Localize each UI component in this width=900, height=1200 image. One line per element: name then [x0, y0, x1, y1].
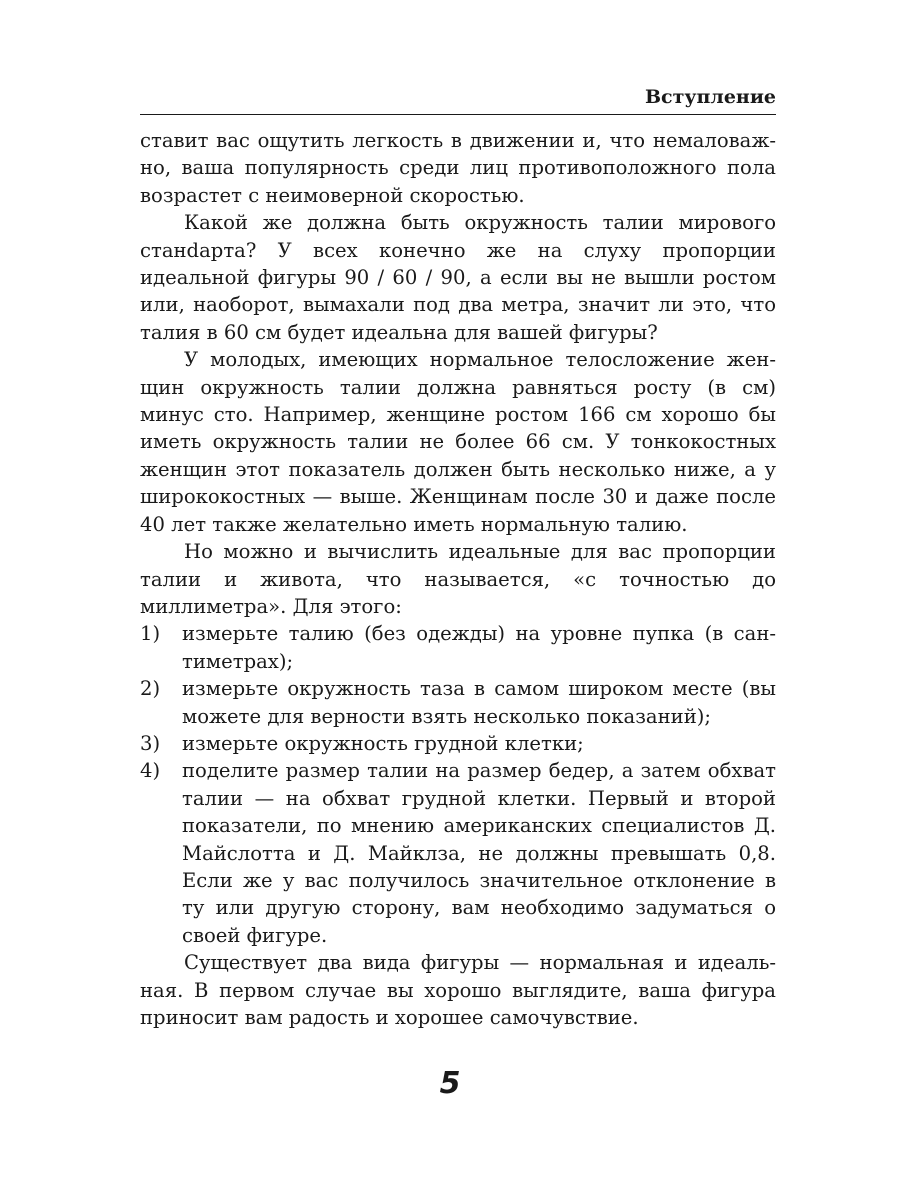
list-item-text: измерьте окружность таза в самом широком месте (вы можете для верности взять несколько показаний); — [182, 677, 776, 728]
paragraph: Но можно и вычислить идеальные для вас пропорции талии и живота, что называется, «с точностью до миллиметра». Для этого: — [140, 540, 776, 618]
list-item-text: поделите размер талии на размер бедер, а затем обхват талии — на обхват грудной клетки. Первый и второй показатели, по мнению американских специалистов Д. Майслотта и Д. Майклза, не должны превышать 0,8. Если же у вас получилось значительное отклонение в ту или другую сторону, вам необходимо задуматься о своей фигуре. — [182, 759, 776, 947]
running-head: Вступление — [644, 86, 776, 108]
list-item — [140, 757, 776, 949]
list-item-number: 2) — [140, 677, 161, 701]
header-rule — [140, 114, 776, 115]
paragraph: У молодых, имеющих нормальное телосложение женщин окружность талии должна равняться росту (в см) минус сто. Например, женщине ростом 166 см хорошо бы иметь окружность талии не более 66 см. У тонкокостных женщин этот показатель должен быть несколько ниже, а у ширококостных — выше. Женщинам после 30 и даже после 40 лет также желательно иметь нормальную талию. — [140, 348, 776, 536]
list-item-text: измерьте талию (без одежды) на уровне пупка (в сантиметрах); — [182, 622, 776, 673]
list-item-number: 4) — [140, 759, 161, 783]
list-item — [140, 675, 776, 730]
body-text — [140, 127, 776, 1031]
paragraph: Какой же должна быть окружность талии мирового станdарта? У всех конечно же на слуху пропорции идеальной фигуры 90 / 60 / 90, а если вы не вышли ростом или, наоборот, вымахали под два метра, значит ли это, что талия в 60 см будет идеальна для вашей фигуры? — [140, 211, 776, 344]
list-item — [140, 620, 776, 675]
paragraph: ставит вас ощутить легкость в движении и, что немаловажно, ваша популярность среди лиц противоположного пола возрастет с неимоверной скоростью. — [140, 129, 776, 207]
list-item — [140, 730, 776, 757]
numbered-list — [140, 620, 776, 949]
paragraph: Существует два вида фигуры — нормальная и идеальная. В первом случае вы хорошо выглядите, ваша фигура приносит вам радость и хорошее самочувствие. — [140, 951, 776, 1029]
page-number: 5 — [439, 1066, 461, 1101]
list-item-number: 3) — [140, 731, 161, 755]
list-item-number: 1) — [140, 622, 161, 646]
list-item-text: измерьте окружность грудной клетки; — [182, 731, 584, 755]
